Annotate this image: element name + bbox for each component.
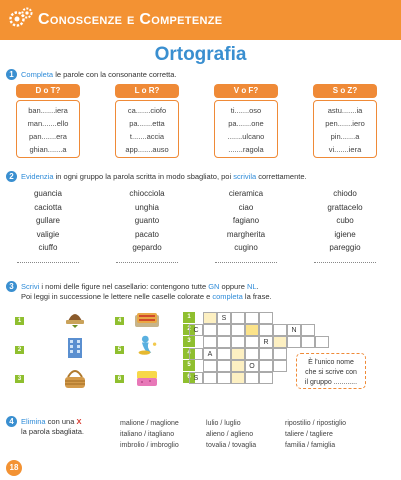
group-word[interactable]: unghia — [134, 202, 160, 212]
grid-cell[interactable] — [259, 312, 273, 324]
ex2-group-2 — [112, 187, 182, 263]
grid-cell[interactable] — [259, 360, 273, 372]
fill-word[interactable]: t.......accia — [129, 132, 165, 141]
ex1-word-box — [115, 100, 179, 158]
grid-cell[interactable] — [231, 312, 245, 324]
page-number: 18 — [6, 460, 22, 476]
fill-word[interactable]: pan.......era — [29, 132, 67, 141]
grid-cell[interactable] — [315, 336, 329, 348]
genie-icon — [132, 334, 162, 356]
answer-line[interactable] — [314, 261, 376, 263]
answer-line-3: il gruppo ............ — [304, 379, 358, 386]
building-icon — [60, 336, 90, 358]
ex2-group-3 — [211, 187, 281, 263]
fill-word[interactable]: man.......ello — [27, 119, 69, 128]
fill-word[interactable]: vi.......iera — [328, 145, 362, 154]
fill-word[interactable]: .......ulcano — [227, 132, 265, 141]
ex1-word-box — [16, 100, 80, 158]
answer-line[interactable] — [215, 261, 277, 263]
fill-word[interactable]: .......ragola — [228, 145, 264, 154]
word-pair[interactable]: familia / famiglia — [285, 442, 336, 449]
picture-tag: 2 — [15, 346, 24, 354]
ex1-word-box — [214, 100, 278, 158]
grid-cell[interactable] — [203, 360, 217, 372]
grid-cell[interactable] — [203, 324, 217, 336]
word-pair[interactable]: italiano / itagliano — [120, 431, 175, 438]
grid-cell[interactable]: O — [245, 360, 259, 372]
picture-tag: 3 — [15, 375, 24, 383]
grid-cell[interactable] — [203, 312, 217, 324]
grid-cell[interactable] — [259, 348, 273, 360]
answer-line[interactable] — [17, 261, 79, 263]
page-title: Ortografia — [154, 44, 247, 65]
ex1-column-4 — [313, 84, 377, 158]
group-word[interactable]: pacato — [134, 229, 160, 239]
answer-line-2: che si scrive con — [305, 369, 357, 376]
grid-cell[interactable] — [273, 336, 287, 348]
ex1-column-head: D o T? — [16, 84, 80, 98]
grid-cell[interactable] — [245, 372, 259, 384]
ex1-column-head: L o R? — [115, 84, 179, 98]
section-title: Conoscenze e Competenze — [38, 11, 223, 28]
picture-tag: 4 — [115, 317, 124, 325]
grid-cell[interactable] — [217, 336, 231, 348]
ex2-group-4 — [310, 187, 380, 263]
exercise-3-instruction-line-2: Poi leggi in successione le lettere nelle caselle colorate e completa la frase. — [21, 292, 272, 301]
group-word[interactable]: caciotta — [34, 202, 62, 212]
grid-cell[interactable] — [245, 312, 259, 324]
group-word[interactable]: chiocciola — [129, 189, 165, 198]
grid-cell[interactable]: R — [259, 336, 273, 348]
group-word[interactable]: valigie — [36, 229, 60, 239]
gears-icon — [8, 5, 34, 31]
ex4-column-2 — [206, 418, 256, 451]
ex1-column-head: V o F? — [214, 84, 278, 98]
grid-cell[interactable] — [217, 348, 231, 360]
ex1-column-head: S o Z? — [313, 84, 377, 98]
grid-row-number: 5 — [183, 360, 195, 371]
grid-cell[interactable] — [231, 372, 245, 384]
group-word[interactable]: chiodo — [333, 189, 357, 198]
grid-cell[interactable] — [217, 372, 231, 384]
group-word[interactable]: gepardo — [132, 243, 162, 252]
header-bar — [0, 0, 401, 40]
grid-cell[interactable] — [301, 336, 315, 348]
basket-icon — [60, 367, 90, 389]
answer-line[interactable] — [116, 261, 178, 263]
exercise-4-instruction: Elimina con una X la parola sbagliata. — [21, 417, 84, 436]
sponge-icon — [132, 367, 162, 389]
grid-cell[interactable] — [259, 372, 273, 384]
group-word[interactable]: guancia — [33, 189, 63, 198]
grid-cell[interactable] — [273, 348, 287, 360]
fill-word[interactable]: pin.......a — [330, 132, 360, 141]
group-word[interactable]: cugino — [234, 243, 258, 252]
exercise-2-number: 2 — [6, 171, 17, 182]
grid-row-number: 6 — [183, 372, 195, 383]
grid-cell[interactable] — [245, 324, 259, 336]
fill-word[interactable]: pen.......iero — [325, 119, 365, 128]
grid-cell[interactable] — [217, 360, 231, 372]
grid-cell[interactable] — [273, 324, 287, 336]
grid-cell[interactable] — [301, 324, 315, 336]
word-pair[interactable]: taliere / tagliere — [285, 431, 333, 438]
word-pair[interactable]: ripostilio / ripostiglio — [285, 420, 347, 427]
ex1-column-2 — [115, 84, 179, 158]
group-word[interactable]: igiene — [334, 229, 356, 239]
grid-cell[interactable]: C — [189, 324, 203, 336]
grid-cell[interactable] — [231, 324, 245, 336]
exercise-2-instruction: Evidenzia in ogni gruppo la parola scritta in modo sbagliato, poi scrivila correttamente. — [21, 172, 307, 181]
group-word[interactable]: pareggio — [329, 243, 361, 252]
grid-cell[interactable]: S — [189, 372, 203, 384]
picture-tag: 6 — [115, 375, 124, 383]
fill-word[interactable]: pa.......one — [228, 119, 264, 128]
ex1-word-box — [313, 100, 377, 158]
group-word[interactable]: cubo — [336, 216, 354, 225]
grid-cell[interactable] — [231, 336, 245, 348]
grid-row-number: 4 — [183, 348, 195, 359]
fill-word[interactable]: pa.......etta — [129, 119, 165, 128]
grid-cell[interactable] — [245, 348, 259, 360]
ex1-column-1 — [16, 84, 80, 158]
word-pair[interactable]: alieno / aglieno — [206, 431, 254, 438]
group-word[interactable]: ciuffo — [38, 243, 58, 252]
fill-word[interactable]: app.......auso — [125, 145, 169, 154]
picture-tag: 5 — [115, 346, 124, 354]
grid-row-number: 3 — [183, 336, 195, 347]
exercise-1-number: 1 — [6, 69, 17, 80]
chestnut-icon — [60, 307, 90, 329]
group-word[interactable]: guanto — [134, 216, 160, 225]
grid-row-number: 1 — [183, 312, 195, 323]
fill-word[interactable]: ti.......oso — [230, 106, 262, 115]
exercise-1-instruction: Completa le parole con la consonante corretta. — [21, 70, 177, 79]
group-word[interactable]: cieramica — [228, 189, 264, 198]
picture-tag: 1 — [15, 317, 24, 325]
answer-box[interactable] — [296, 353, 366, 389]
grid-cell[interactable] — [231, 360, 245, 372]
exercise-4-number: 4 — [6, 416, 17, 427]
exercise-3-instruction-line-1: Scrivi i nomi delle figure nel casellario: contengono tutte GN oppure NL. — [21, 282, 259, 291]
grid-cell[interactable] — [189, 348, 203, 360]
ex4-column-1 — [120, 418, 179, 451]
group-word[interactable]: grattacelo — [327, 202, 363, 212]
grid-cell[interactable] — [245, 336, 259, 348]
grid-cell[interactable] — [273, 360, 287, 372]
word-pair[interactable]: tovalia / tovaglia — [206, 442, 257, 449]
grid-cell[interactable]: S — [217, 312, 231, 324]
grid-cell[interactable]: A — [203, 348, 217, 360]
group-word[interactable]: gullare — [35, 216, 60, 225]
ex2-group-1 — [13, 187, 83, 263]
grid-cell[interactable] — [203, 372, 217, 384]
fill-word[interactable]: astu.......ia — [327, 106, 363, 115]
grid-cell[interactable] — [259, 324, 273, 336]
grid-cell[interactable] — [217, 324, 231, 336]
answer-line-1: È l'unico nome — [308, 359, 354, 366]
word-pair[interactable]: malione / maglione — [120, 420, 179, 427]
fill-word[interactable]: ca.......ciofo — [127, 106, 167, 115]
grid-cell[interactable] — [231, 348, 245, 360]
word-pair[interactable]: lulio / luglio — [206, 420, 241, 427]
lasagna-icon — [132, 307, 162, 329]
group-word[interactable]: fagiano — [232, 216, 260, 225]
ex4-column-3 — [285, 418, 346, 451]
grid-row-number: 2 — [183, 324, 195, 335]
fill-word[interactable]: ban.......iera — [28, 106, 68, 115]
ex1-column-3 — [214, 84, 278, 158]
grid-cell[interactable]: N — [287, 324, 301, 336]
word-pair[interactable]: imbrolio / imbroglio — [120, 442, 179, 449]
grid-cell[interactable] — [287, 336, 301, 348]
fill-word[interactable]: ghian.......a — [29, 145, 67, 154]
grid-cell[interactable] — [203, 336, 217, 348]
group-word[interactable]: ciao — [238, 202, 254, 212]
group-word[interactable]: margherita — [226, 229, 266, 239]
exercise-3-number: 3 — [6, 281, 17, 292]
